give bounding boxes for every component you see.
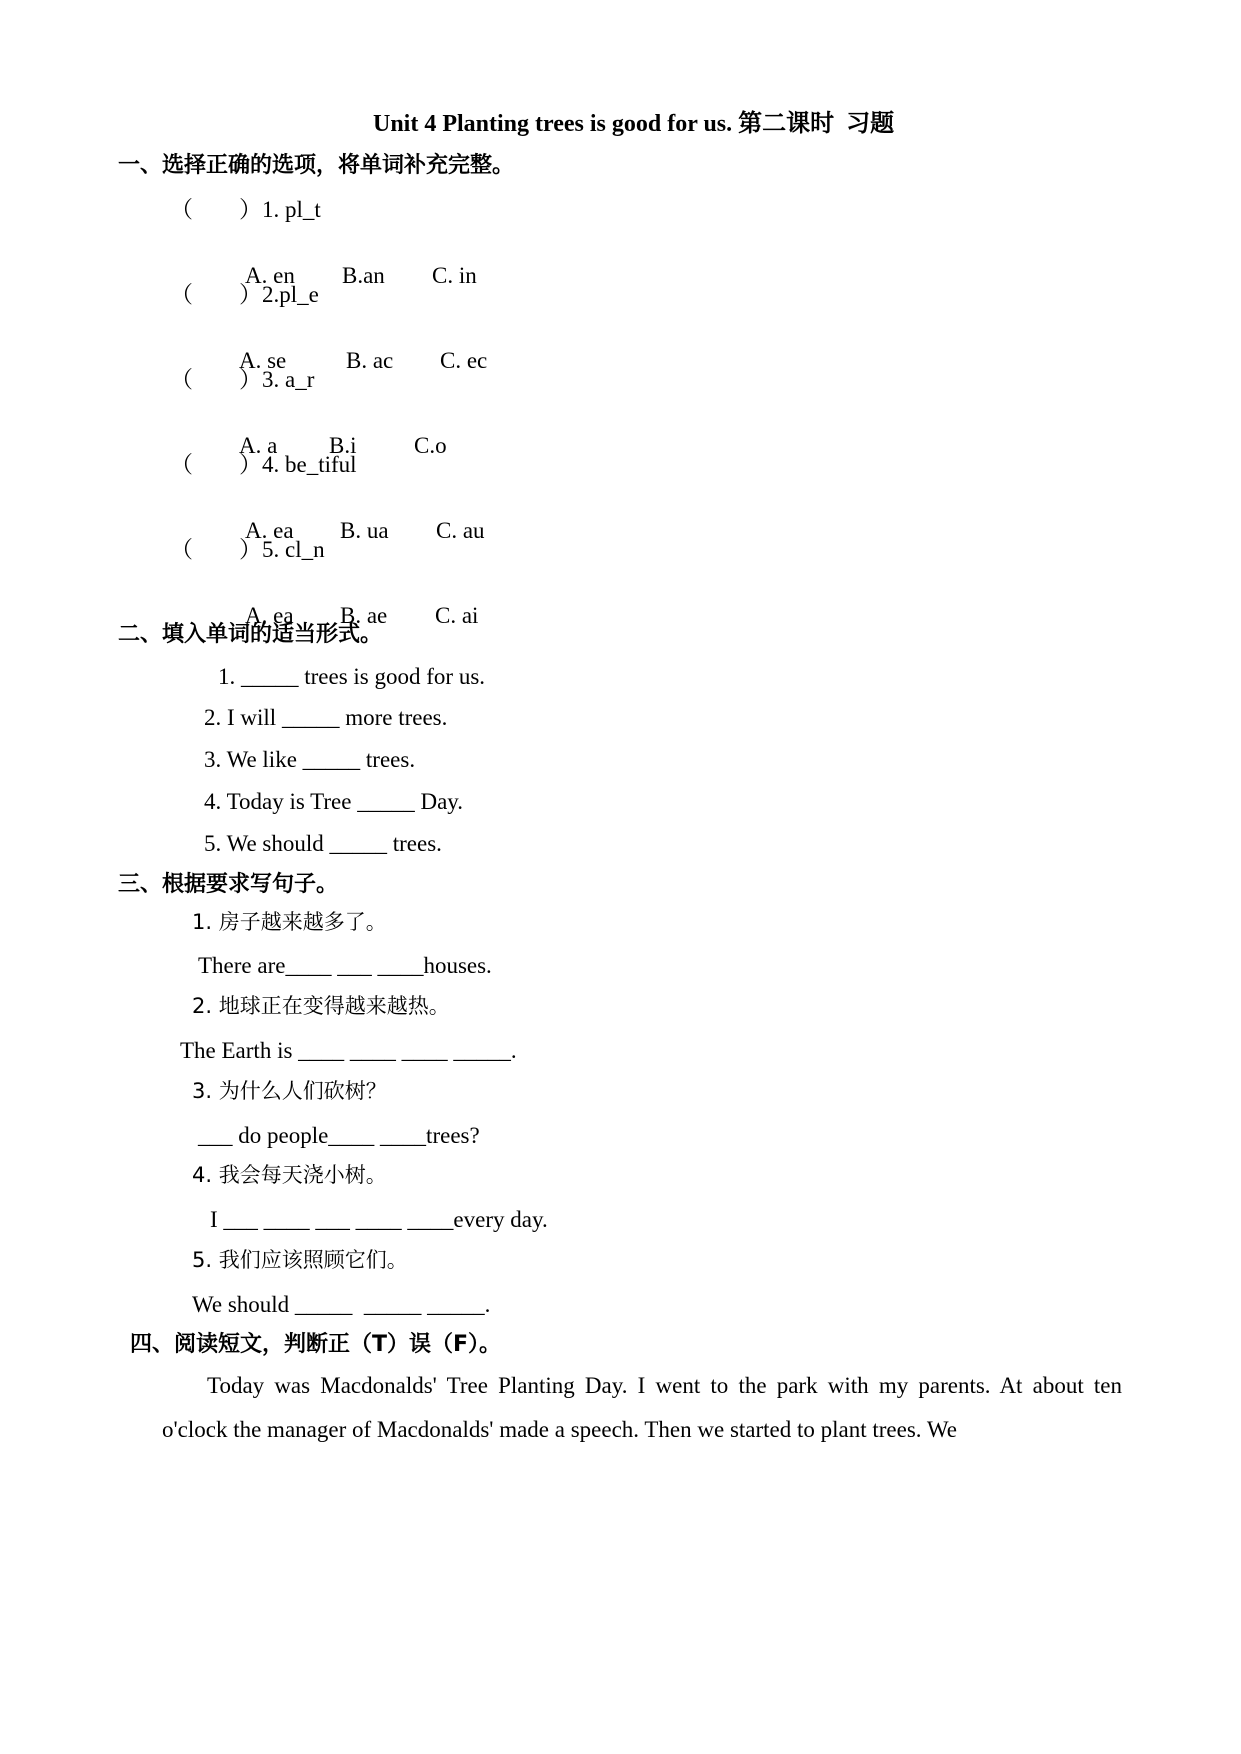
section1-heading: 一、选择正确的选项，将单词补充完整。 — [118, 153, 515, 178]
option-b: B. ac — [346, 348, 394, 373]
sentence-1-chinese: 1. 房子越来越多了。 — [192, 910, 387, 934]
option-c: C. au — [436, 518, 485, 543]
fill-item-1: 1. _____ trees is good for us. — [218, 664, 486, 689]
question-2-stem: （ ）2.pl_e — [170, 282, 319, 307]
option-a: A. a — [239, 433, 278, 458]
option-b: B. ae — [340, 603, 388, 628]
fill-item-4: 4. Today is Tree _____ Day. — [204, 789, 464, 814]
option-a: A. ea — [245, 518, 294, 543]
sentence-2-english: The Earth is ____ ____ ____ _____. — [180, 1038, 517, 1063]
section3-heading: 三、根据要求写句子。 — [118, 872, 339, 897]
section2-heading: 二、填入单词的适当形式。 — [118, 622, 383, 647]
option-a: A. ea — [245, 603, 294, 628]
section4-heading: 四、阅读短文，判断正（T）误（F）。 — [130, 1332, 502, 1357]
sentence-2-chinese: 2. 地球正在变得越来越热。 — [192, 994, 450, 1018]
sentence-3-chinese: 3. 为什么人们砍树？ — [192, 1079, 387, 1103]
fill-item-3: 3. We like _____ trees. — [204, 747, 416, 772]
fill-item-5: 5. We should _____ trees. — [204, 831, 442, 856]
option-a: A. se — [239, 348, 287, 373]
option-c: C. in — [432, 263, 477, 288]
sentence-4-chinese: 4. 我会每天浇小树。 — [192, 1163, 387, 1187]
option-b: B. ua — [340, 518, 389, 543]
question-3-stem: （ ）3. a_r — [170, 367, 315, 392]
reading-passage: Today was Macdonalds' Tree Planting Day. I went to the park with my parents. At about ten o'clock the manager of Macdonalds' made a speech. Then we started to plant trees. We — [162, 1373, 1122, 1442]
option-c: C. ai — [435, 603, 479, 628]
sentence-4-english: I ___ ____ ___ ____ ____every day. — [210, 1207, 548, 1232]
sentence-3-english: ___ do people____ ____trees? — [198, 1123, 480, 1148]
option-b: B.i — [329, 433, 357, 458]
option-c: C.o — [414, 433, 447, 458]
worksheet-title: Unit 4 Planting trees is good for us. 第二课时 习题 — [373, 111, 895, 137]
sentence-5-english: We should _____ _____ _____. — [192, 1292, 491, 1317]
fill-item-2: 2. I will _____ more trees. — [204, 705, 448, 730]
sentence-1-english: There are____ ___ ____houses. — [198, 953, 492, 978]
question-5-stem: （ ）5. cl_n — [170, 537, 325, 562]
sentence-5-chinese: 5. 我们应该照顾它们。 — [192, 1248, 408, 1272]
option-b: B.an — [342, 263, 385, 288]
option-a: A. en — [245, 263, 295, 288]
question-1-stem: （ ）1. pl_t — [170, 197, 321, 222]
option-c: C. ec — [440, 348, 488, 373]
question-4-stem: （ ）4. be_tiful — [170, 452, 357, 477]
